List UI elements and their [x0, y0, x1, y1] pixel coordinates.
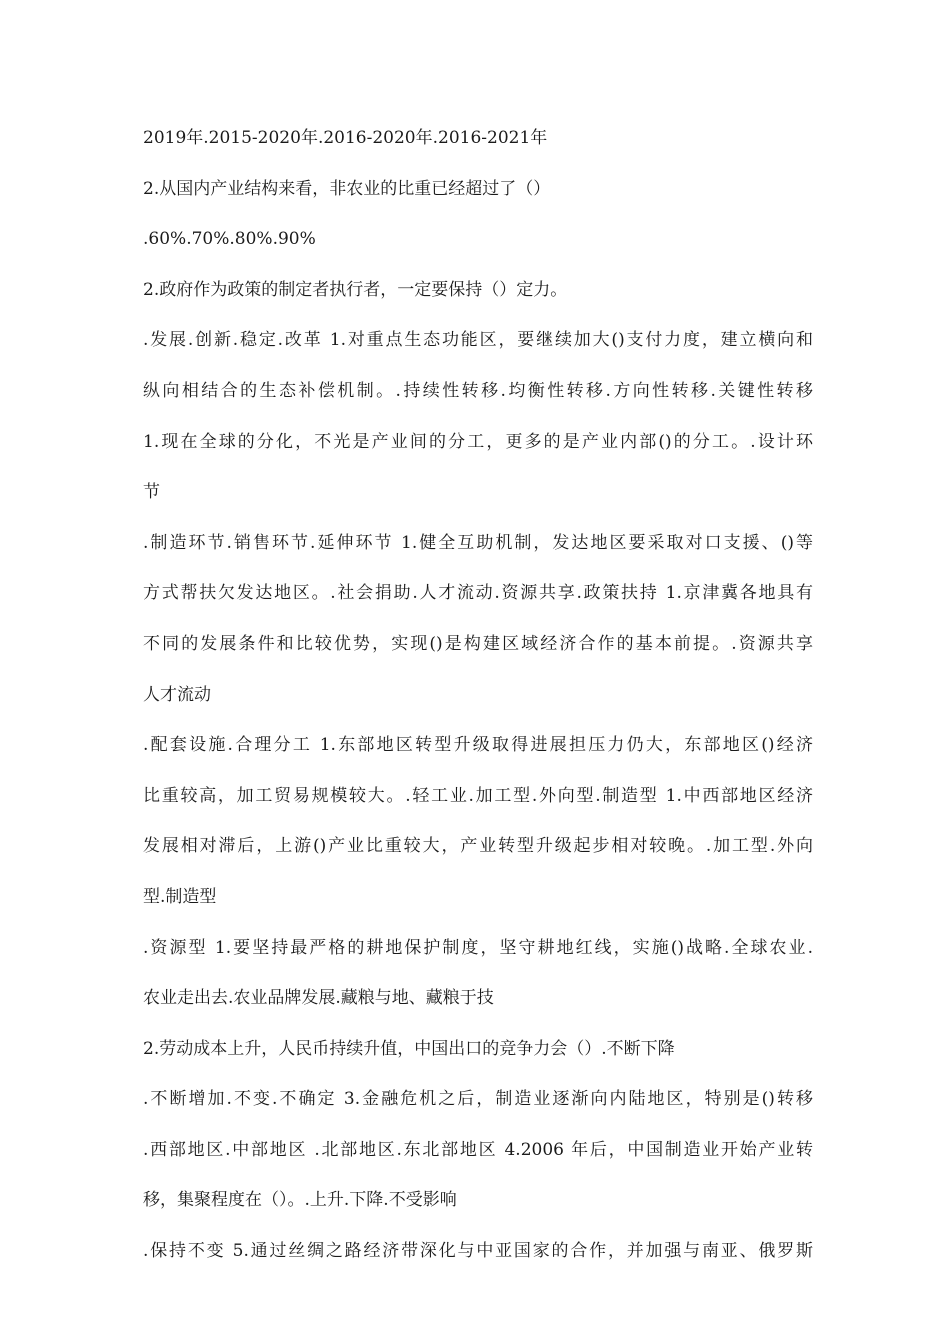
text-line-8: 节: [143, 482, 160, 503]
text-line-20: .不断增加.不变.不确定 3.金融危机之后，制造业逐渐向内陆地区，特别是()转移: [143, 1089, 813, 1110]
text-line-11: 不同的发展条件和比较优势，实现()是构建区域经济合作的基本前提。.资源共享: [143, 633, 813, 654]
text-line-22: 移，集聚程度在（）。.上升.下降.不受影响: [143, 1190, 457, 1211]
text-line-10: 方式帮扶欠发达地区。.社会捐助.人才流动.资源共享.政策扶持 1.京津冀各地具有: [143, 583, 813, 604]
text-line-1: 2019年.2015-2020年.2016-2020年.2016-2021年: [143, 128, 548, 148]
text-line-3: .60%.70%.80%.90%: [143, 229, 316, 250]
text-line-19: 2.劳动成本上升，人民币持续升值，中国出口的竞争力会（）.不断下降: [143, 1038, 675, 1059]
text-line-18: 农业走出去.农业品牌发展.藏粮与地、藏粮于技: [143, 988, 494, 1009]
text-line-4: 2.政府作为政策的制定者执行者，一定要保持（）定力。: [143, 279, 568, 300]
text-line-14: 比重较高，加工贸易规模较大。.轻工业.加工型.外向型.制造型 1.中西部地区经济: [143, 785, 813, 806]
text-line-23: .保持不变 5.通过丝绸之路经济带深化与中亚国家的合作，并加强与南亚、俄罗斯: [143, 1241, 813, 1262]
text-line-13: .配套设施.合理分工 1.东部地区转型升级取得进展担压力仍大，东部地区()经济: [143, 735, 813, 756]
text-line-17: .资源型 1.要坚持最严格的耕地保护制度，坚守耕地红线，实施()战略.全球农业.: [143, 937, 813, 958]
text-line-15: 发展相对滞后，上游()产业比重较大，产业转型升级起步相对较晚。.加工型.外向: [143, 836, 813, 857]
text-line-12: 人才流动: [143, 684, 211, 705]
text-line-7: 1.现在全球的分化，不光是产业间的分工，更多的是产业内部()的分工。.设计环: [143, 431, 813, 452]
text-line-6: 纵向相结合的生态补偿机制。.持续性转移.均衡性转移.方向性转移.关键性转移: [143, 380, 813, 401]
text-line-21: .西部地区.中部地区 .北部地区.东北部地区 4.2006 年后，中国制造业开始产业转: [143, 1139, 813, 1160]
text-line-9: .制造环节.销售环节.延伸环节 1.健全互助机制，发达地区要采取对口支援、()等: [143, 532, 813, 553]
text-line-2: 2.从国内产业结构来看，非农业的比重已经超过了（）: [143, 178, 551, 199]
text-line-16: 型.制造型: [143, 886, 217, 907]
text-line-5: .发展.创新.稳定.改革 1.对重点生态功能区，要继续加大()支付力度，建立横向和: [143, 330, 813, 351]
document-body: [143, 113, 813, 1277]
